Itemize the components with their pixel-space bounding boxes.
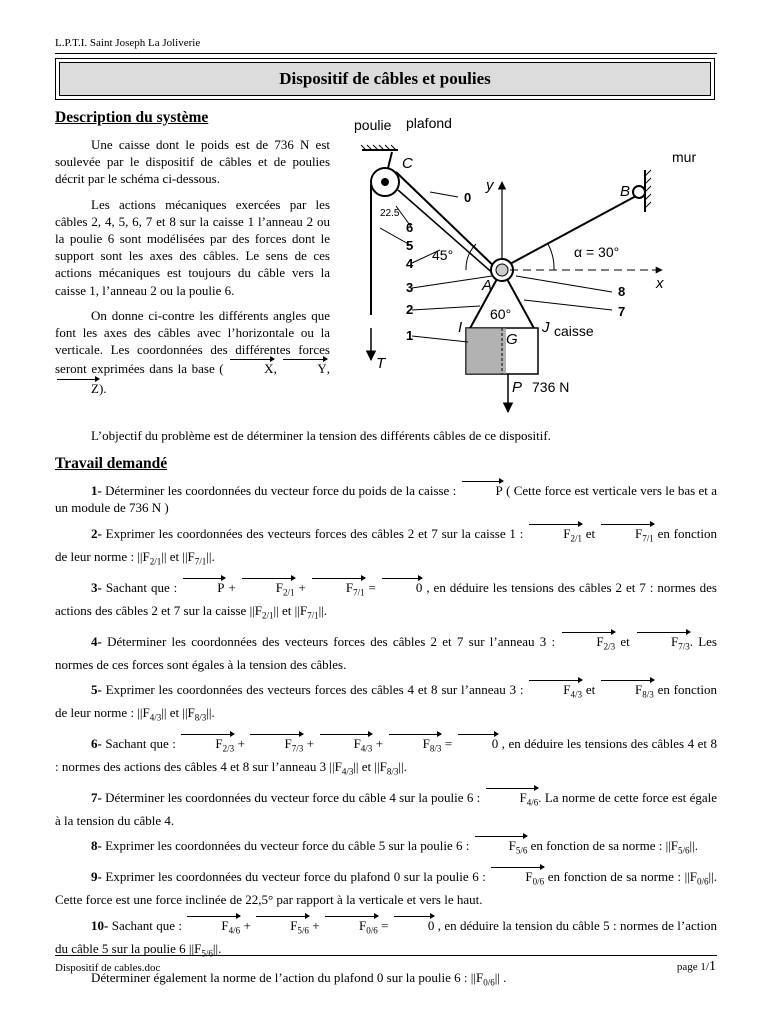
- task-final: Déterminer également la norme de l’action du plafond 0 sur la poulie 6 : $||F_{0/6}||$ .: [91, 969, 507, 988]
- task-2-number: 2-: [91, 525, 102, 541]
- task-10-text-b: , en déduire la tension du câble 5 : normes de l’action du câble 5 sur la poulie 6 ||F: [55, 917, 717, 956]
- task-7-text: Déterminer les coordonnées du vecteur force du câble 4 sur la poulie 6 :: [101, 790, 484, 806]
- task-1-text: Déterminer les coordonnées du vecteur force du poids de la caisse :: [101, 483, 460, 498]
- cable-pulley-diagram: [340, 110, 720, 420]
- label-b: B: [620, 183, 631, 200]
- task-6-text: Sachant que :: [101, 736, 180, 752]
- task-9-text-b: en fonction de sa norme : ||F: [544, 869, 697, 885]
- footer-rule: [55, 955, 717, 956]
- task-list: [55, 480, 717, 998]
- task-10-text: Sachant que :: [108, 917, 186, 933]
- label-alpha: α = 30°: [574, 244, 620, 260]
- task-9-number: 9-: [91, 869, 102, 885]
- task-4: 4- Déterminer les coordonnées des vecteurs forces des câbles 2 et 7 sur l’anneau 3 : $F_{2/3}$ et $F_{7/3}$. Les normes de ces forces sont égales à la tension des câbles.: [55, 631, 717, 673]
- task-2: 2- Exprimer les coordonnées des vecteurs forces des câbles 2 et 7 sur la caisse 1 : $F_{2/1}$ et $F_{7/1}$ en fonction de leur norme : $||F_{2/1}||$ et $||F_{7/1}||$.: [55, 523, 717, 571]
- task-4-text: Déterminer les coordonnées des vecteurs forces des câbles 2 et 7 sur l’anneau 3 :: [101, 633, 561, 649]
- label-n1: 1: [406, 328, 414, 343]
- task-6-text-b: , en déduire les tensions des câbles 4 et 8 : normes des actions des câbles 4 et 8 sur l’anneau 3 ||F: [55, 736, 717, 774]
- label-a: A: [482, 277, 493, 294]
- task-8-number: 8-: [91, 838, 102, 854]
- label-poulie: poulie: [354, 117, 392, 133]
- basis-x: X: [228, 358, 273, 377]
- label-mur: mur: [672, 149, 697, 165]
- label-i: I: [458, 319, 463, 336]
- task-final-text: Déterminer également la norme de l’action du plafond 0 sur la poulie 6 : ||F: [91, 969, 484, 985]
- label-n4: 4: [406, 256, 414, 271]
- task-5-text-b: en fonction de leur norme : ||F: [55, 682, 717, 720]
- task-7-text-b: . La norme de cette force est égale à la tension du câble 4.: [55, 790, 717, 828]
- task-3-text: Sachant que :: [101, 579, 182, 595]
- label-60: 60°: [490, 306, 512, 322]
- label-n0: 0: [464, 190, 472, 205]
- task-4-text-b: . Les normes de ces forces sont égales à la tension des câbles.: [55, 633, 717, 672]
- task-6-number: 6-: [91, 736, 102, 752]
- basis-z: Z: [55, 378, 99, 397]
- task-4-number: 4-: [91, 633, 102, 649]
- crate: [466, 328, 538, 374]
- task-1-text-end: ( Cette force est verticale vers le bas et a un module de 736 N ): [55, 483, 717, 516]
- task-10: 10- Sachant que : $F_{4/6} + F_{5/6} + F_{0/6} = 0$ , en déduire la tension du câble 5 : normes de l’action du câble 5 sur la poulie 6 $||F_{5/6}||$.: [55, 915, 717, 963]
- task-9: 9- Exprimer les coordonnées du vecteur force du plafond 0 sur la poulie 6 : $F_{0/6}$ en fonction de sa norme : $||F_{0/6}||$. Cette force est une force inclinée de 22,5° par rapport à la verticale et vers le haut.: [55, 866, 717, 908]
- label-n2: 2: [406, 302, 414, 317]
- task-9-text: Exprimer les coordonnées du vecteur force du plafond 0 sur la poulie 6 :: [101, 869, 490, 885]
- label-n6: 6: [406, 220, 414, 235]
- footer-filename: Dispositif de cables.doc: [55, 962, 161, 974]
- page-title: Dispositif de câbles et poulies: [59, 62, 711, 96]
- basis-y: Y: [281, 358, 326, 377]
- task-3-number: 3-: [91, 579, 102, 595]
- description-paragraph-2: Les actions mécaniques exercées par les câbles 2, 4, 5, 6, 7 et 8 sur la caisse 1 l’anneau 2 ou la poulie 6 sont modélisées par des forces dont le support sont les axes des câbles. Le sens de ces actions mécaniques est toujours du câble vers la caisse 1, l’anneau 2 ou la poulie 6.: [55, 196, 330, 298]
- label-y: y: [486, 177, 494, 194]
- footer-page: page 1/1: [676, 959, 716, 974]
- label-45: 45°: [432, 247, 454, 263]
- objective-text: L’objectif du problème est de déterminer la tension des différents câbles de ce dispositif.: [91, 428, 551, 443]
- label-n8: 8: [618, 284, 626, 299]
- task-5: 5- Exprimer les coordonnées des vecteurs forces des câbles 4 et 8 sur l’anneau 3 : $F_{4/3}$ et $F_{8/3}$ en fonction de leur norme : $||F_{4/3}||$ et $||F_{8/3}||$.: [55, 679, 717, 727]
- vec-p: P: [460, 480, 503, 499]
- task-8-text-b: en fonction de sa norme : ||F: [527, 838, 679, 854]
- work-heading: Travail demandé: [55, 455, 168, 472]
- task-3-text-b: , en déduire les tensions des câbles 2 et 7 : normes des actions des câbles 2 et 7 sur la caisse ||F: [55, 579, 717, 618]
- angle-alpha-arc: [548, 244, 554, 270]
- task-5-text: Exprimer les coordonnées des vecteurs forces des câbles 4 et 8 sur l’anneau 3 :: [101, 682, 528, 698]
- task-10-number: 10-: [91, 917, 109, 933]
- header-rule: [55, 53, 717, 54]
- label-n7: 7: [618, 304, 626, 319]
- title-box: [55, 58, 715, 100]
- ring-3: [491, 259, 513, 281]
- description-p3-end: ).: [98, 380, 107, 396]
- label-p: P: [512, 379, 523, 396]
- task-8-text: Exprimer les coordonnées du vecteur force du câble 5 sur la poulie 6 :: [101, 838, 473, 854]
- label-plafond: plafond: [406, 115, 452, 131]
- task-2-text: Exprimer les coordonnées des vecteurs forces des câbles 2 et 7 sur la caisse 1 :: [101, 525, 528, 541]
- label-x: x: [656, 275, 664, 292]
- task-1-number: 1-: [91, 483, 102, 498]
- task-1: [55, 480, 717, 517]
- description-paragraph-1: Une caisse dont le poids est de 736 N est soulevée par le dispositif de câbles et de poulies décrit par le schéma ci-dessous.: [55, 137, 330, 187]
- label-c: C: [402, 155, 413, 172]
- description-heading: Description du système: [55, 109, 209, 126]
- task-5-number: 5-: [91, 682, 102, 698]
- task-6: 6- Sachant que : $F_{2/3} + F_{7/3} + F_{4/3} + F_{8/3} = 0$ , en déduire les tensions des câbles 4 et 8 : normes des actions des câbles 4 et 8 sur l’anneau 3 $||F_{4/3}||$ et $||F_{8/3}||$.: [55, 733, 717, 781]
- label-t: T: [376, 355, 386, 372]
- label-n5: 5: [406, 238, 414, 253]
- description-text: [55, 136, 330, 405]
- task-7: 7- Déterminer les coordonnées du vecteur force du câble 4 sur la poulie 6 : $F_{4/6}$. La norme de cette force est égale à la tension du câble 4.: [55, 787, 717, 829]
- pulley-6: [371, 152, 399, 196]
- label-n3: 3: [406, 280, 414, 295]
- header-school: L.P.T.I. Saint Joseph La Joliverie: [55, 37, 201, 49]
- task-8: 8- Exprimer les coordonnées du vecteur force du câble 5 sur la poulie 6 : $F_{5/6}$ en fonction de sa norme : $||F_{5/6}||$.: [55, 835, 717, 860]
- description-paragraph-3: On donne ci-contre les différents angles que font les axes des câbles avec l’horizontale ou la verticale. Les coordonnées des différentes forces seront exprimées dans la base ( X, Y, Z).: [55, 307, 331, 396]
- label-j: J: [542, 319, 550, 336]
- vec-f21: $F_{2/1}$: [527, 523, 582, 548]
- label-g: G: [506, 331, 518, 348]
- label-p-value: 736 N: [532, 379, 570, 395]
- cable-7: [507, 279, 536, 332]
- task-2-text-b: en fonction de leur norme : ||F: [55, 525, 718, 564]
- ceiling: [361, 145, 398, 150]
- description-p3-text: On donne ci-contre les différents angles que font les axes des câbles avec l’horizontale ou la verticale. Les coordonnées des différentes forces seront exprimées dans la base (: [55, 307, 330, 377]
- label-caisse: caisse: [554, 323, 594, 339]
- wall: [633, 170, 651, 212]
- task-3: 3- Sachant que : $P + F_{2/1} + F_{7/1} = 0$ , en déduire les tensions des câbles 2 et 7 : normes des actions des câbles 2 et 7 sur la caisse $||F_{2/1}||$ et $||F_{7/1}||$.: [55, 577, 717, 625]
- vec-f71: $F_{7/1}$: [599, 523, 654, 548]
- label-225: 22.5: [380, 208, 400, 219]
- task-7-number: 7-: [91, 790, 102, 806]
